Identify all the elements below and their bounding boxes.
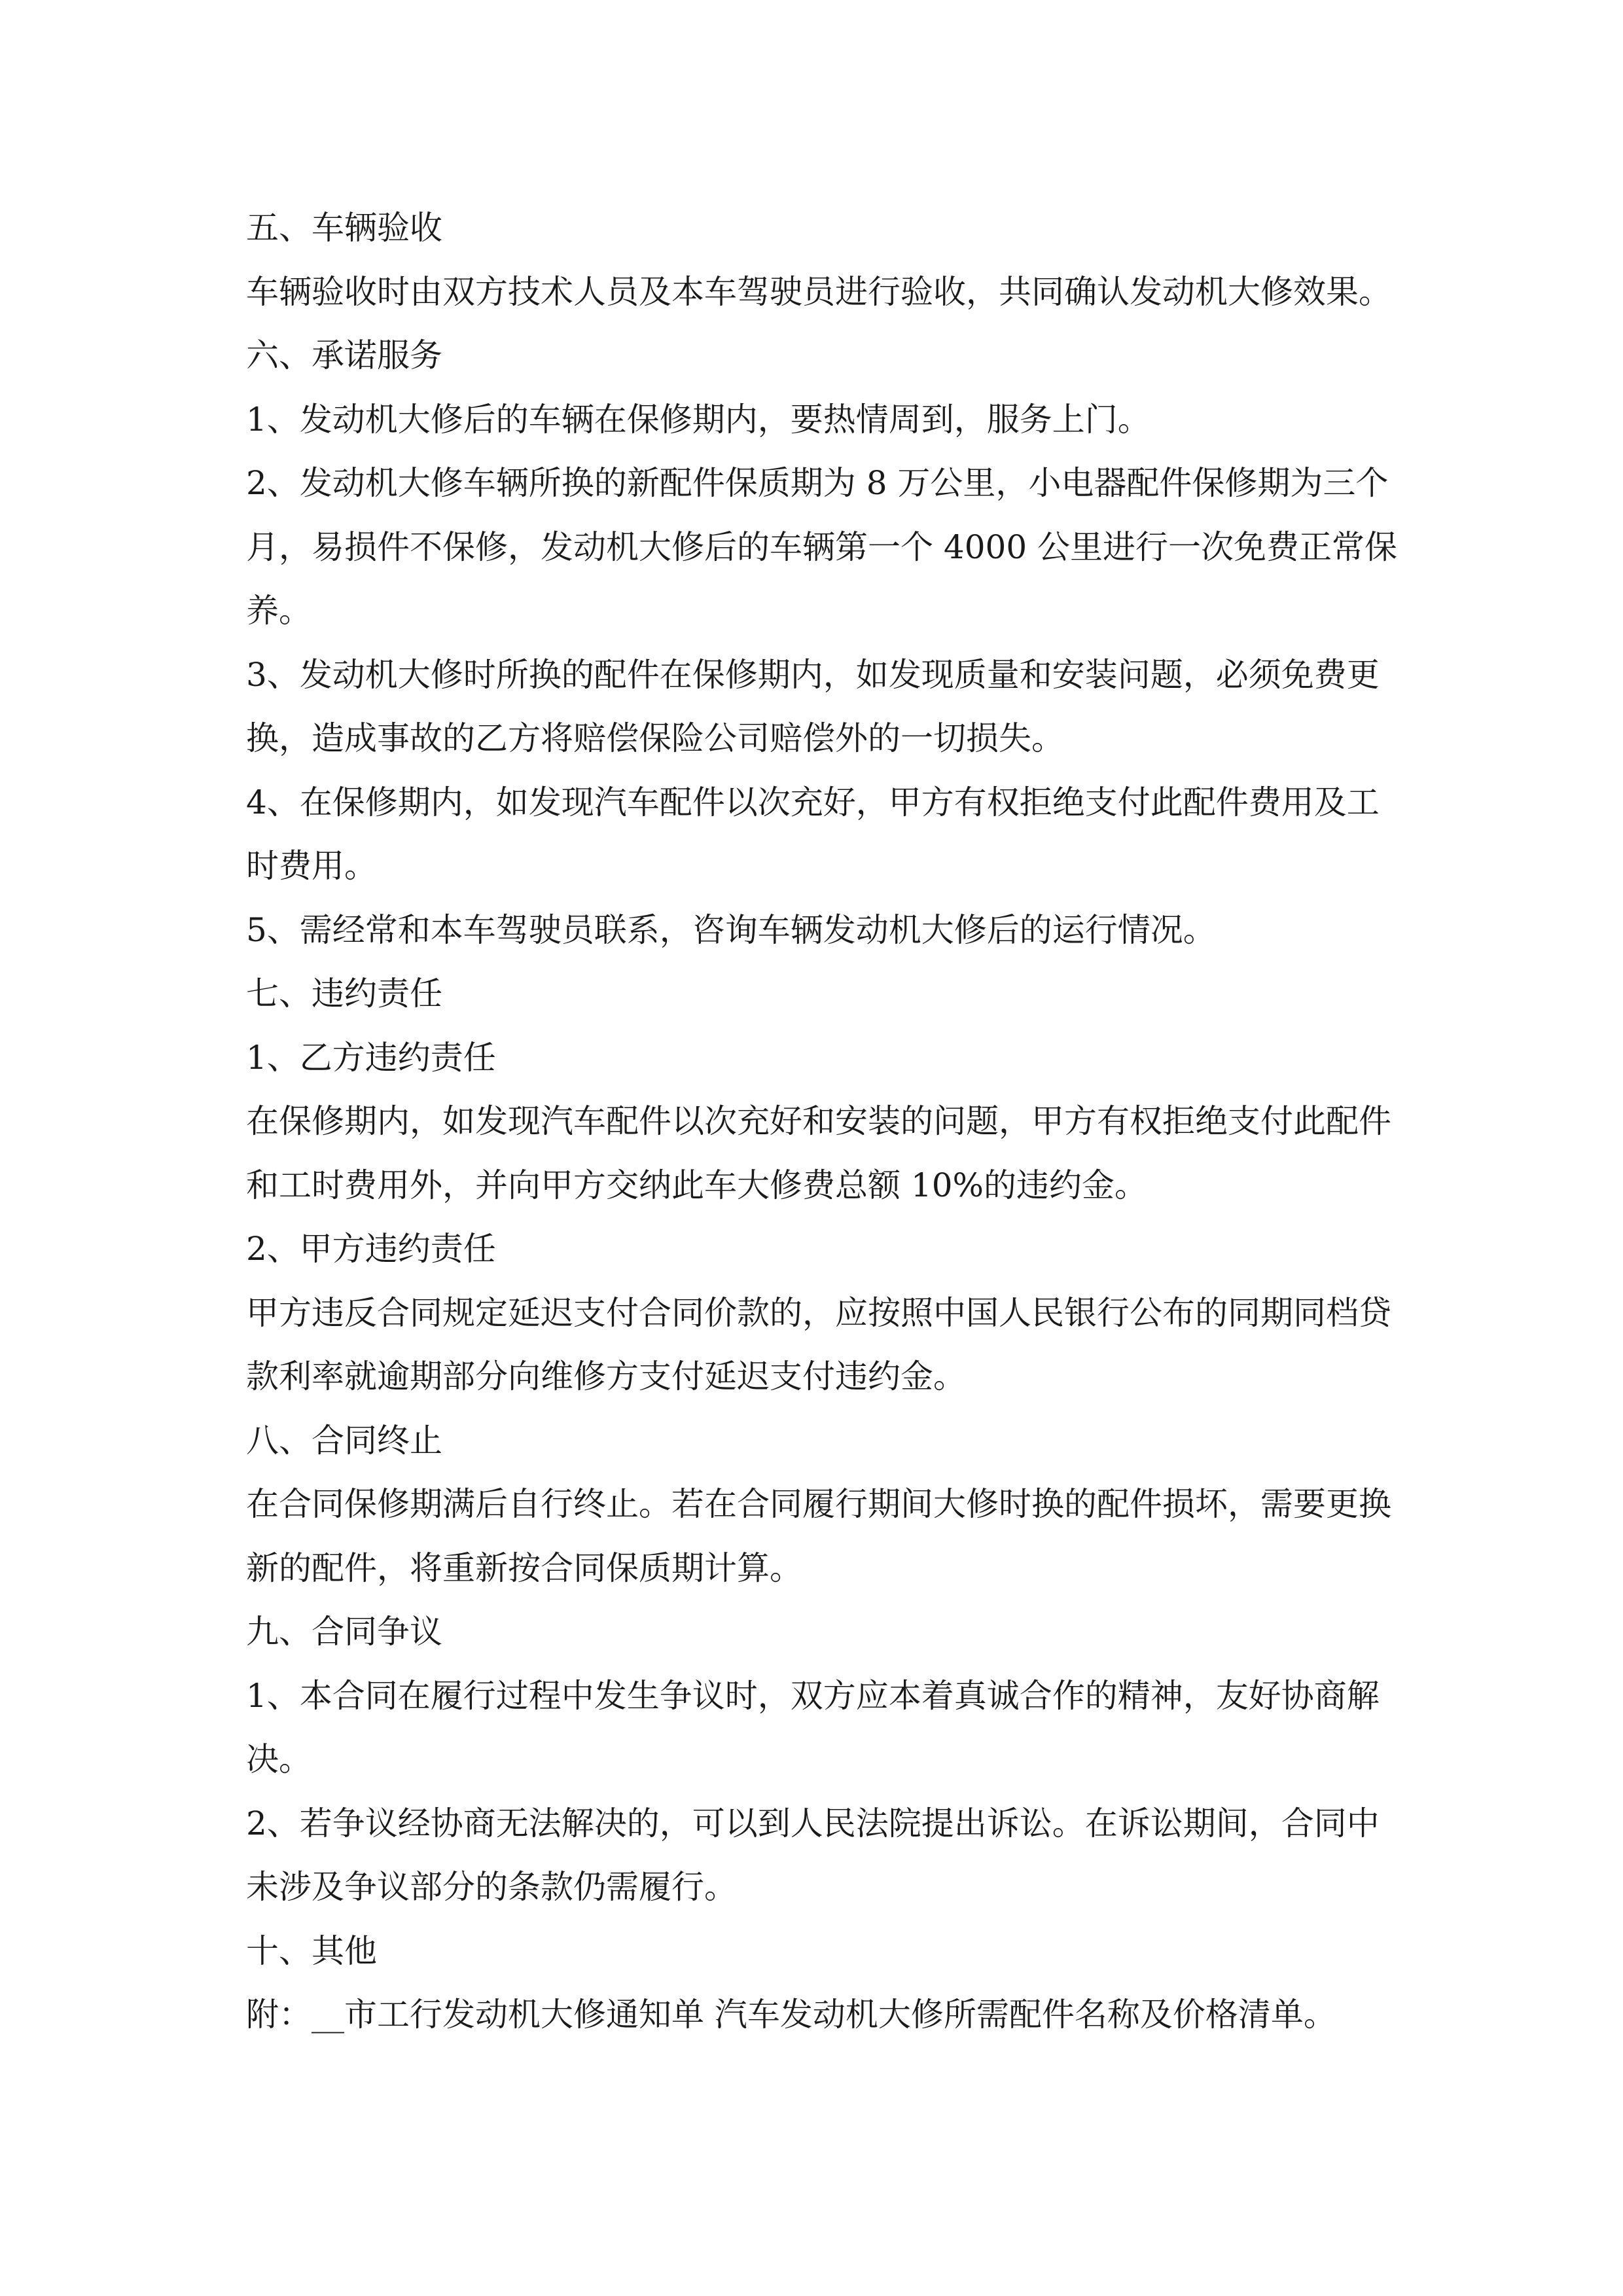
section-heading-other: 十、其他: [246, 1931, 377, 1970]
paragraph-line: 2、发动机大修车辆所换的新配件保质期为 8 万公里，小电器配件保修期为三个: [246, 464, 1389, 502]
contract-text: [246, 196, 1398, 2047]
paragraph-line: 新的配件，将重新按合同保质期计算。: [246, 1549, 802, 1587]
paragraph-line: 月，易损件不保修，发动机大修后的车辆第一个 4000 公里进行一次免费正常保: [246, 528, 1398, 566]
paragraph-line: 和工时费用外，并向甲方交纳此车大修费总额 10%的违约金。: [246, 1166, 1148, 1204]
paragraph-line: 5、需经常和本车驾驶员联系，咨询车辆发动机大修后的运行情况。: [246, 910, 1216, 949]
paragraph-line: 在合同保修期满后自行终止。若在合同履行期间大修时换的配件损坏，需要更换: [246, 1485, 1391, 1523]
section-heading-service-commitment: 六、承诺服务: [246, 336, 442, 374]
subheading-party-a-liability: 2、甲方违约责任: [246, 1230, 496, 1268]
paragraph-line: 2、若争议经协商无法解决的，可以到人民法院提出诉讼。在诉讼期间，合同中: [246, 1804, 1380, 1842]
paragraph-line: 车辆验收时由双方技术人员及本车驾驶员进行验收，共同确认发动机大修效果。: [246, 272, 1391, 311]
paragraph-line: 甲方违反合同规定延迟支付合同价款的，应按照中国人民银行公布的同期同档贷: [246, 1293, 1391, 1332]
paragraph-line: 4、在保修期内，如发现汽车配件以次充好，甲方有权拒绝支付此配件费用及工: [246, 783, 1380, 821]
section-heading-vehicle-acceptance: 五、车辆验收: [246, 209, 442, 247]
paragraph-line: 时费用。: [246, 847, 377, 885]
subheading-party-b-liability: 1、乙方违约责任: [246, 1038, 496, 1077]
paragraph-line: 决。: [246, 1740, 312, 1778]
section-heading-breach-liability: 七、违约责任: [246, 975, 442, 1013]
paragraph-line: 未涉及争议部分的条款仍需履行。: [246, 1868, 737, 1906]
paragraph-line: 养。: [246, 592, 312, 630]
paragraph-line: 1、本合同在履行过程中发生争议时，双方应本着真诚合作的精神，友好协商解: [246, 1676, 1380, 1715]
paragraph-line: 1、发动机大修后的车辆在保修期内，要热情周到，服务上门。: [246, 400, 1150, 439]
section-heading-contract-termination: 八、合同终止: [246, 1421, 442, 1460]
paragraph-line: 在保修期内，如发现汽车配件以次充好和安装的问题，甲方有权拒绝支付此配件: [246, 1102, 1391, 1140]
paragraph-line: 款利率就逾期部分向维修方支付延迟支付违约金。: [246, 1357, 966, 1395]
attachment-line: 附：__市工行发动机大修通知单 汽车发动机大修所需配件名称及价格清单。: [246, 1996, 1336, 2034]
paragraph-line: 换，造成事故的乙方将赔偿保险公司赔偿外的一切损失。: [246, 719, 1064, 757]
paragraph-line: 3、发动机大修时所换的配件在保修期内，如发现质量和安装问题，必须免费更: [246, 655, 1380, 694]
section-heading-contract-dispute: 九、合同争议: [246, 1613, 442, 1651]
